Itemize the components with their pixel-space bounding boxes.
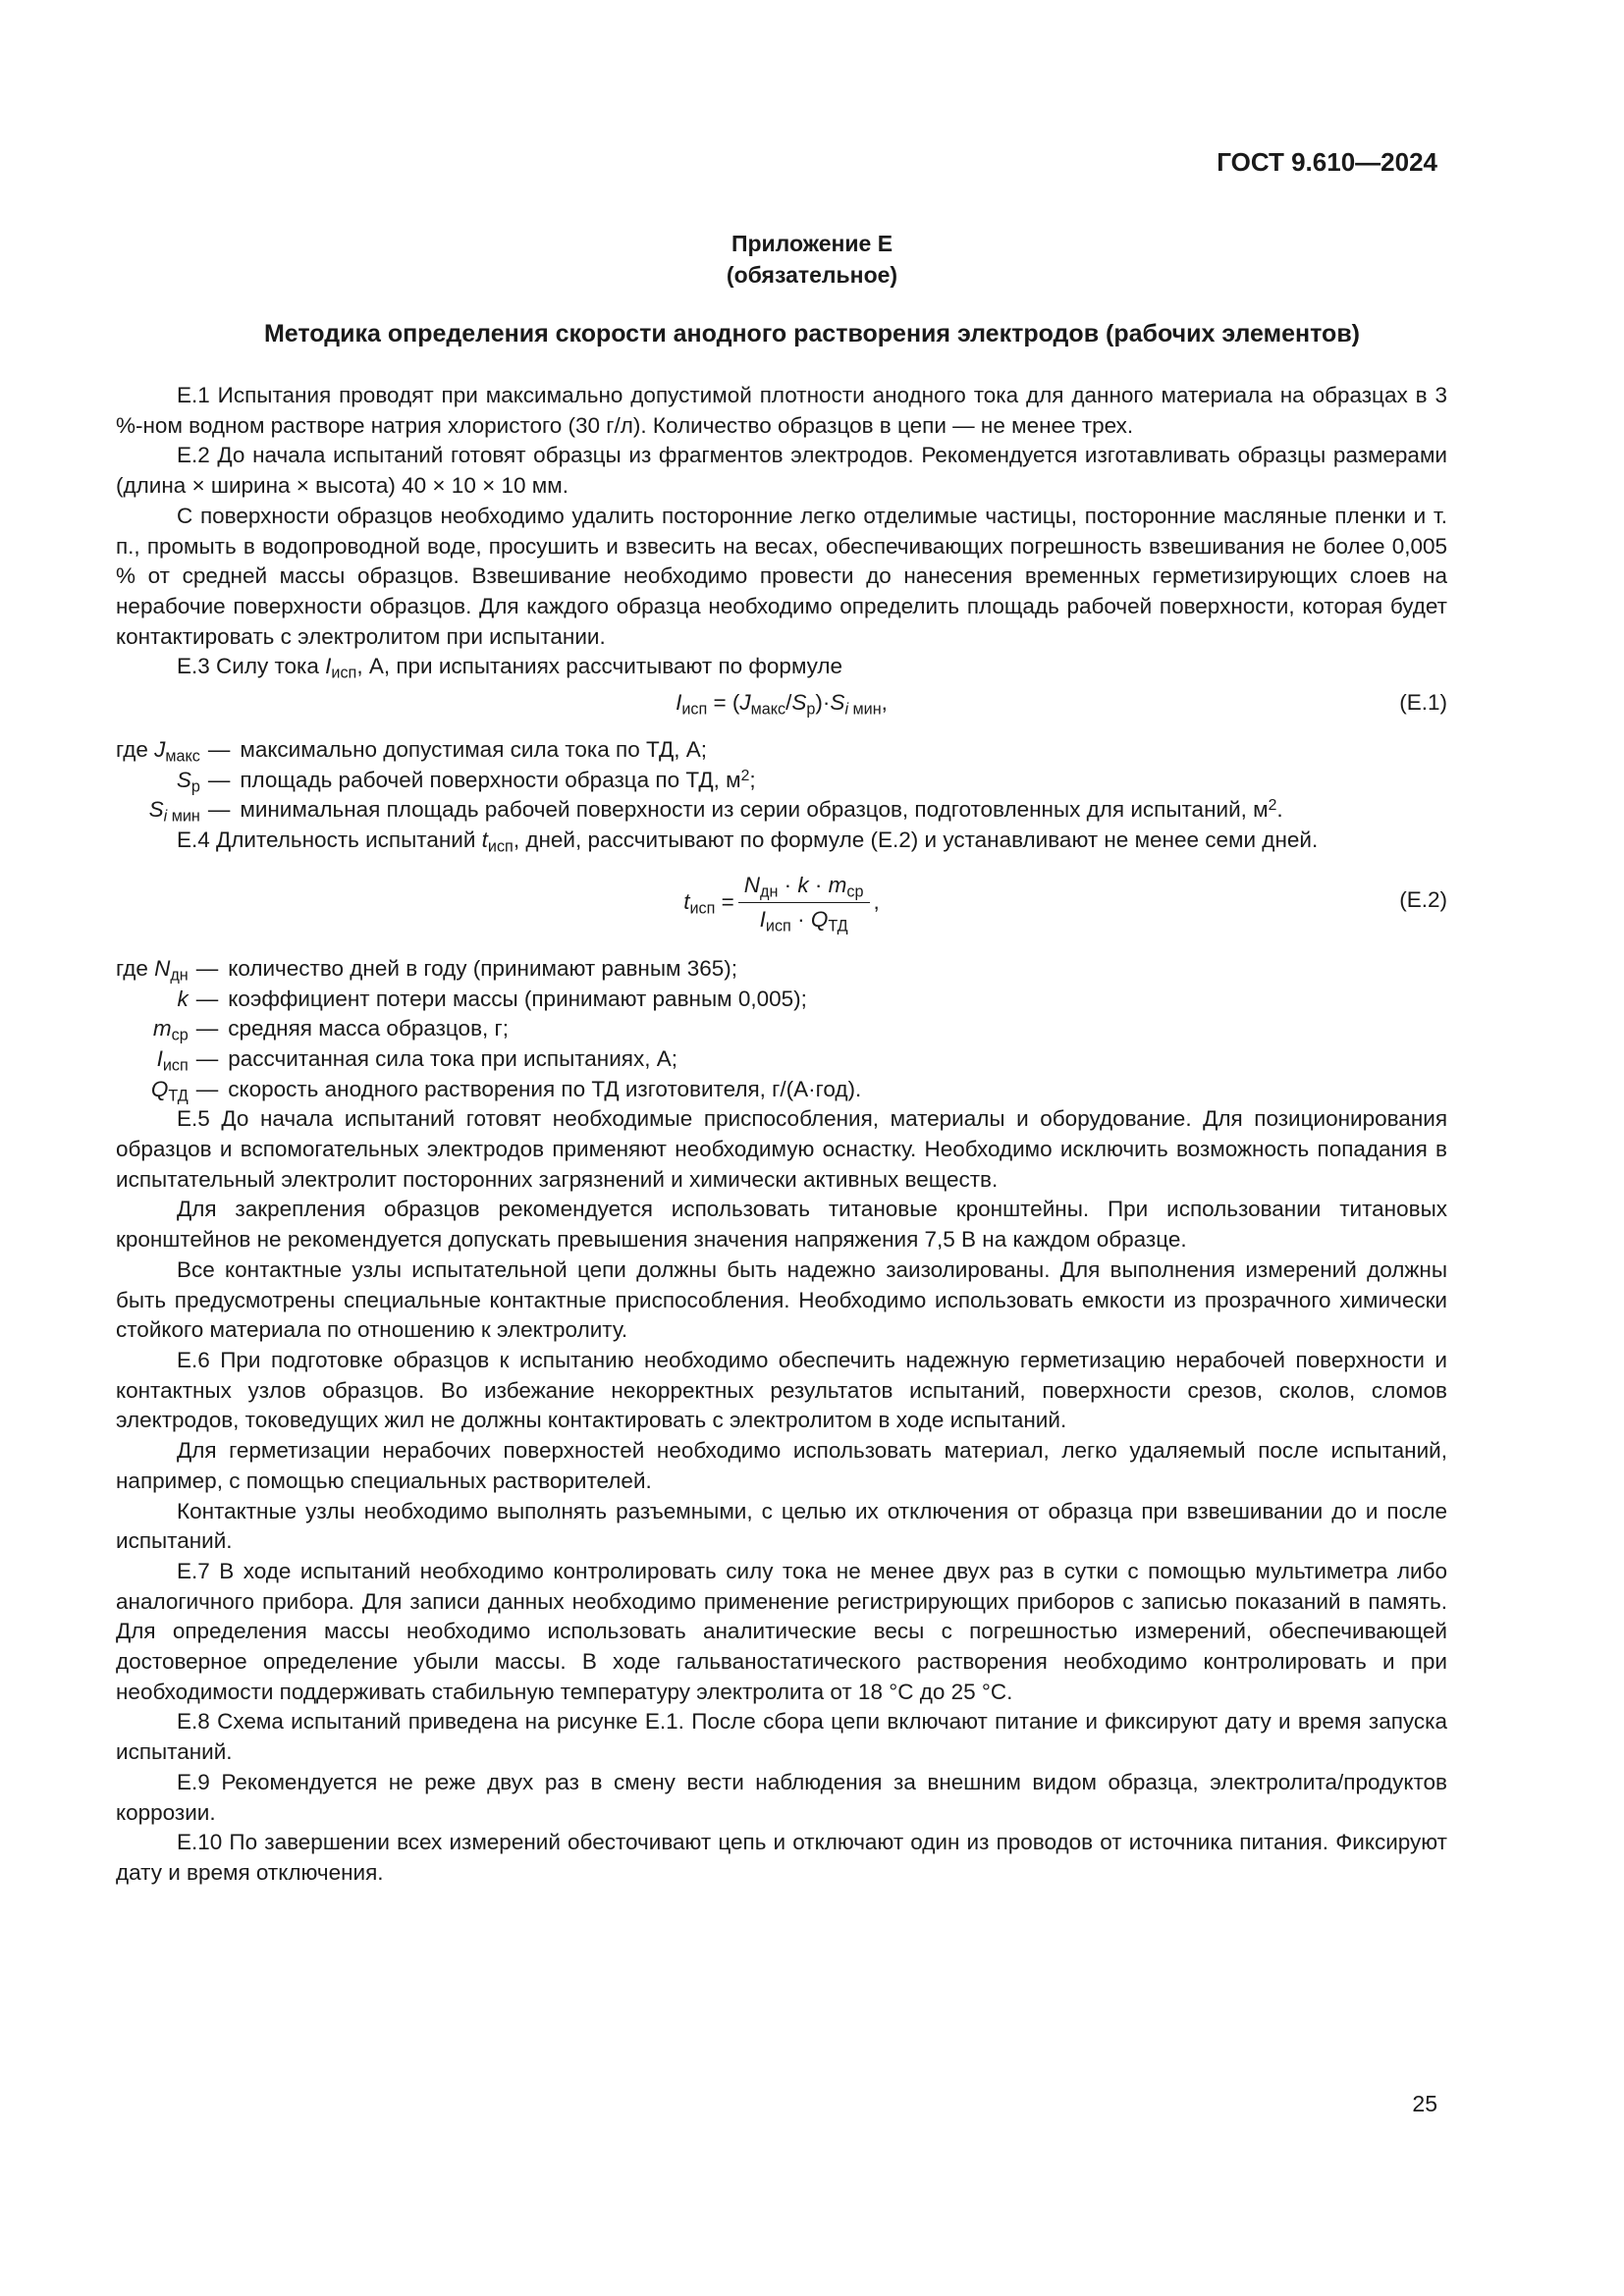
legend-row: где $N_{дн}$ — количество дней в году (принимают равным 365); (116, 955, 738, 985)
paragraph-sealing: Для герметизации нерабочих поверхностей необходимо использовать материал, легко удаляемый после испытаний, например, с помощью специальных растворителей. (116, 1438, 1447, 1493)
paragraph-e10: Е.10 По завершении всех измерений обесточивают цепь и отключают один из проводов от источника питания. Фиксируют дату и время отключения. (116, 1830, 1447, 1885)
formula-e2 (116, 862, 1447, 944)
legend-row: где $J_{макс}$ — максимально допустимая сила тока по ТД, А; (116, 737, 707, 766)
legend-e1 (116, 735, 1283, 826)
annex-status: (обязательное) (726, 262, 898, 288)
legend-row: $I_{исп}$ — рассчитанная сила тока при испытаниях, А; (156, 1045, 677, 1075)
annex-heading (0, 228, 1624, 291)
paragraph-sample-prep: С поверхности образцов необходимо удалить посторонние легко отделимые частицы, посторонние масляные пленки и т. п., промыть в водопроводной воде, просушить и взвесить на весах, обеспечивающих погрешность взвешивания не более 0,005 % от средней массы образцов. Взвешивание необходимо провести до нанесения временных герметизирующих слоев на нерабочие поверхности образцов. Для каждого образца необходимо определить площадь рабочей поверхности, которая будет контактировать с электролитом при испытании. (116, 503, 1447, 649)
page-number: 25 (1412, 2091, 1437, 2116)
legend-row: k — коэффициент потери массы (принимают равным 0,005); (177, 986, 807, 1011)
paragraph-e7: Е.7 В ходе испытаний необходимо контролировать силу тока не менее двух раз в сутки с помощью мультиметра либо аналогичного прибора. Для записи данных необходимо применение регистрирующих приборов с записью показаний в память. Для определения массы необходимо использовать аналитические весы с погрешностью измерений, обеспечивающей достоверное определение убыли массы. В ходе гальваностатического растворения необходимо контролировать и при необходимости поддерживать стабильную температуру электролита от 18 °С до 25 °С. (116, 1558, 1447, 1704)
document-code: ГОСТ 9.610—2024 (1217, 147, 1437, 177)
paragraph-e5: Е.5 До начала испытаний готовят необходимые приспособления, материалы и оборудование. Для позиционирования образцов и вспомогательных электродов применяют необходимую оснастку. Необходимо исключить возможность попадания в испытательный электролит посторонних загрязнений и химически активных веществ. (116, 1106, 1447, 1192)
document-body (116, 381, 1447, 1889)
formula-e1-expression: $I_{исп} = (J_{макс}/S_р)\cdot S_{i мин}$, (676, 690, 888, 719)
paragraph-e2: Е.2 До начала испытаний готовят образцы из фрагментов электродов. Рекомендуется изготавливать образцы размерами (длина × ширина × высота) 40 × 10 × 10 мм. (116, 443, 1447, 499)
formula-e1-number: (Е.1) (1399, 690, 1447, 716)
formula-e2-expression: $t_{исп}$ = $\frac{N_{дн} \cdot k \cdot m_{ср}}{I_{исп} \cdot Q_{ТД}}$ , (683, 872, 880, 935)
paragraph-e3: Е.3 Силу тока $I_{исп}$, А, при испытаниях рассчитывают по формуле (177, 654, 843, 682)
paragraph-e9: Е.9 Рекомендуется не реже двух раз в смену вести наблюдения за внешним видом образца, электролита/продуктов коррозии. (116, 1769, 1447, 1825)
paragraph-e4: Е.4 Длительность испытаний $t_{исп}$, дней, рассчитывают по формуле (Е.2) и устанавливают не менее семи дней. (177, 828, 1319, 856)
paragraph-e8: Е.8 Схема испытаний приведена на рисунке Е.1. После сбора цепи включают питание и фиксируют дату и время запуска испытаний. (116, 1709, 1447, 1765)
paragraph-contacts: Все контактные узлы испытательной цепи должны быть надежно заизолированы. Для выполнения измерений должны быть предусмотрены специальные контактные приспособления. Необходимо использовать емкости из прозрачного химически стойкого материала по отношению к электролиту. (116, 1256, 1447, 1343)
legend-row: $Q_{ТД}$ — скорость анодного растворения по ТД изготовителя, г/(А·год). (150, 1076, 862, 1105)
legend-row: $S_р$ — площадь рабочей поверхности образца по ТД, $м^2$; (176, 767, 756, 796)
formula-e1 (116, 688, 1447, 727)
annex-title: Приложение Е (731, 231, 893, 256)
paragraph-brackets: Для закрепления образцов рекомендуется использовать титановые кронштейны. При использовании титановых кронштейнов не рекомендуется допускать превышения значения напряжения 7,5 В на каждом образце. (116, 1197, 1447, 1253)
method-title: Методика определения скорости анодного растворения электродов (рабочих элементов) (263, 320, 1361, 347)
legend-row: $m_{ср}$ — средняя масса образцов, г; (152, 1016, 509, 1044)
legend-row: $S_{i мин}$ — минимальная площадь рабочей поверхности из серии образцов, подготовленных для испытаний, $м^2$. (148, 797, 1283, 826)
legend-e2 (116, 954, 861, 1105)
paragraph-e1: Е.1 Испытания проводят при максимально допустимой плотности анодного тока для данного материала на образцах в 3 %-ном водном растворе натрия хлористого (30 г/л). Количество образцов в цепи — не менее трех. (116, 383, 1447, 438)
paragraph-detachable: Контактные узлы необходимо выполнять разъемными, с целью их отключения от образца при взвешивании до и после испытаний. (116, 1498, 1447, 1554)
formula-e2-number: (Е.2) (1399, 886, 1447, 912)
paragraph-e6: Е.6 При подготовке образцов к испытанию необходимо обеспечить надежную герметизацию нерабочей поверхности и контактных узлов образцов. Во избежание некорректных результатов испытаний, поверхности срезов, сколов, сломов электродов, токоведущих жил не должны контактировать с электролитом в ходе испытаний. (116, 1347, 1447, 1433)
